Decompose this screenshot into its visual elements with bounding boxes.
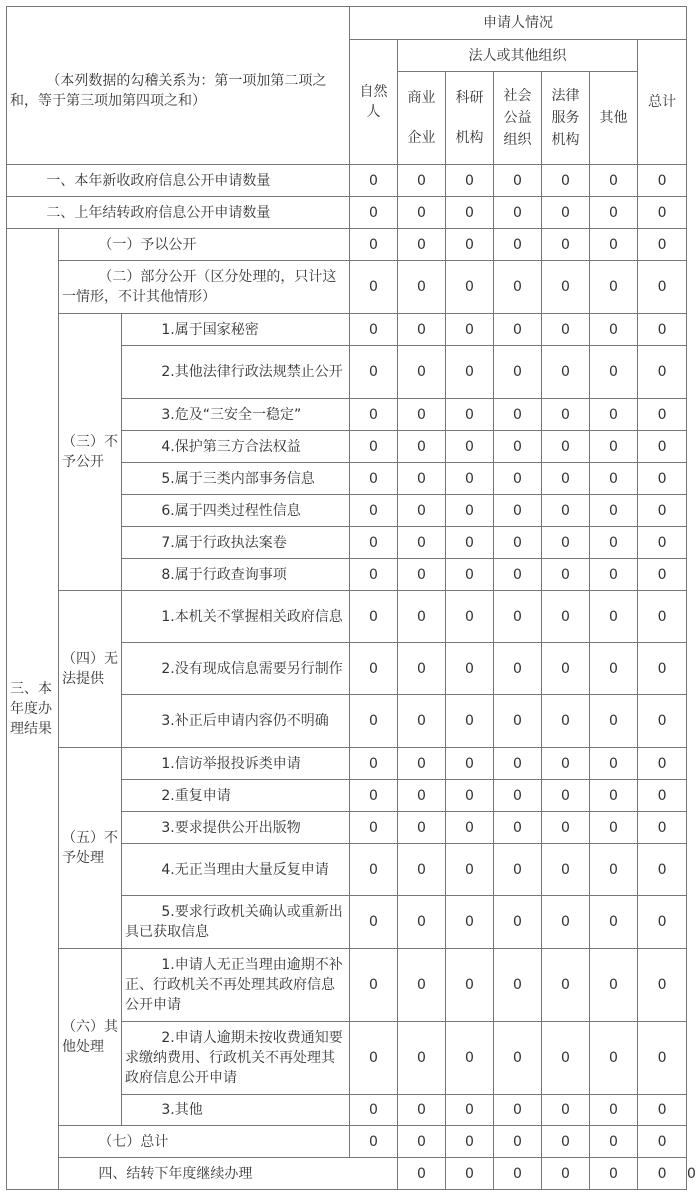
group6-label-text: （六）其他处理 (62, 1019, 118, 1055)
group3-label (59, 314, 122, 591)
header-social-welfare (494, 72, 542, 165)
row-label: （七）总计 (59, 1126, 350, 1158)
cell-value: 0 (446, 748, 494, 780)
header-applicant-situation: 申请人情况 (350, 7, 687, 40)
row-label: 1.信访举报投诉类申请 (122, 748, 350, 780)
cell-value: 0 (350, 261, 398, 314)
cell-value: 0 (638, 1158, 687, 1190)
row-label: 3.要求提供公开出版物 (122, 812, 350, 844)
cell-value: 0 (446, 1022, 494, 1095)
cell-value: 0 (494, 695, 542, 748)
group4-label (59, 591, 122, 748)
table-row (7, 591, 687, 643)
cell-value: 0 (494, 1022, 542, 1095)
cell-value: 0 (590, 1022, 638, 1095)
cell-value: 0 (398, 591, 446, 643)
cell-value: 0 (542, 1158, 590, 1190)
cell-value: 0 (398, 165, 446, 197)
cell-value: 0 (398, 495, 446, 527)
cell-value: 0 (638, 229, 687, 261)
cell-value: 0 (542, 197, 590, 229)
cell-value: 0 (590, 1158, 638, 1190)
cell-value: 0 (542, 748, 590, 780)
cell-value: 0 (494, 780, 542, 812)
table-row (7, 949, 687, 1022)
cell-value: 0 (446, 463, 494, 495)
header-research-top: 科研 (455, 90, 484, 106)
row-label: 2.申请人逾期未按收费通知要求缴纳费用、行政机关不再处理其政府信息公开申请 (122, 1022, 350, 1095)
cell-value: 0 (638, 463, 687, 495)
cell-value: 0 (638, 314, 687, 346)
header-legal-service-text: 法律服务机构 (551, 88, 580, 148)
cell-value: 0 (590, 1126, 638, 1158)
cell-value: 0 (542, 1126, 590, 1158)
cell-value: 0 (638, 1022, 687, 1095)
cell-value: 0 (590, 643, 638, 695)
cell-value: 0 (542, 346, 590, 399)
cell-value: 0 (350, 780, 398, 812)
cell-value: 0 (590, 844, 638, 896)
cell-value: 0 (398, 780, 446, 812)
cell-value: 0 (350, 896, 398, 949)
cell-value: 0 (542, 896, 590, 949)
table-row (7, 314, 687, 346)
cell-value: 0 (398, 197, 446, 229)
table-row (7, 748, 687, 780)
cell-value: 0 (494, 1126, 542, 1158)
cell-value: 0 (494, 399, 542, 431)
table-row (7, 197, 687, 229)
row-label: 一、本年新收政府信息公开申请数量 (7, 165, 350, 197)
cell-value: 0 (638, 527, 687, 559)
cell-value: 0 (590, 495, 638, 527)
row-label: 3.其他 (122, 1095, 350, 1126)
row-label: 4.无正当理由大量反复申请 (122, 844, 350, 896)
cell-value: 0 (446, 165, 494, 197)
header-natural-person (350, 40, 398, 165)
header-social-welfare-text: 社会公益组织 (503, 88, 532, 148)
header-research-bottom: 机构 (455, 130, 484, 146)
cell-value: 0 (446, 495, 494, 527)
header-natural-person-text: 自然人 (359, 84, 388, 120)
cell-value: 0 (446, 229, 494, 261)
cell-value: 0 (350, 949, 398, 1022)
table-row (7, 1126, 687, 1158)
cell-value: 0 (446, 1158, 494, 1190)
cell-value: 0 (446, 591, 494, 643)
cell-value: 0 (638, 812, 687, 844)
cell-value: 0 (638, 1126, 687, 1158)
cell-value: 0 (542, 314, 590, 346)
cell-value: 0 (590, 812, 638, 844)
row-label: 7.属于行政执法案卷 (122, 527, 350, 559)
cell-value: 0 (638, 896, 687, 949)
cell-value: 0 (542, 229, 590, 261)
cell-value: 0 (542, 812, 590, 844)
cell-value: 0 (398, 695, 446, 748)
cell-value: 0 (350, 229, 398, 261)
cell-value: 0 (542, 643, 590, 695)
cell-value: 0 (398, 399, 446, 431)
cell-value: 0 (590, 346, 638, 399)
cell-value: 0 (494, 346, 542, 399)
cell-value: 0 (398, 229, 446, 261)
row-label: （一）予以公开 (59, 229, 350, 261)
cell-value: 0 (590, 197, 638, 229)
cell-value: 0 (350, 197, 398, 229)
cell-value: 0 (638, 165, 687, 197)
cell-value: 0 (494, 949, 542, 1022)
row-label: 四、结转下年度继续办理 (59, 1158, 398, 1190)
cell-value: 0 (638, 695, 687, 748)
cell-value: 0 (590, 261, 638, 314)
cell-value: 0 (446, 399, 494, 431)
row-label: 3.危及“三安全一稳定” (122, 399, 350, 431)
cell-value: 0 (398, 346, 446, 399)
header-commercial (398, 72, 446, 165)
cell-value: 0 (638, 495, 687, 527)
cell-value: 0 (590, 1095, 638, 1126)
cell-value: 0 (350, 695, 398, 748)
section3-label-text: 三、本年度办理结果 (10, 681, 52, 737)
cell-value: 0 (542, 559, 590, 591)
cell-value: 0 (398, 527, 446, 559)
cell-value: 0 (542, 261, 590, 314)
cell-value: 0 (398, 463, 446, 495)
header-commercial-bottom: 企业 (407, 130, 436, 146)
table-row: 四、结转下年度继续办理 0 0 0 0 0 0 0 (7, 1158, 687, 1190)
cell-value: 0 (446, 314, 494, 346)
cell-value: 0 (590, 431, 638, 463)
cell-value: 0 (638, 1095, 687, 1126)
cell-value: 0 (638, 748, 687, 780)
cell-value: 0 (494, 1095, 542, 1126)
cell-value: 0 (398, 1022, 446, 1095)
cell-value: 0 (638, 346, 687, 399)
header-other: 其他 (590, 72, 638, 165)
cell-value: 0 (590, 399, 638, 431)
cell-value: 0 (398, 896, 446, 949)
cell-value: 0 (494, 844, 542, 896)
group5-label-text: （五）不予处理 (62, 830, 118, 866)
cell-value: 0 (542, 1095, 590, 1126)
cell-value: 0 (350, 643, 398, 695)
cell-value: 0 (494, 229, 542, 261)
table-row (7, 261, 687, 314)
cell-value: 0 (494, 431, 542, 463)
cell-value: 0 (446, 695, 494, 748)
cell-value: 0 (350, 463, 398, 495)
header-legal-group: 法人或其他组织 (398, 40, 638, 72)
cell-value: 0 (494, 1158, 542, 1190)
cell-value: 0 (590, 896, 638, 949)
cell-value: 0 (446, 261, 494, 314)
cell-value: 0 (350, 399, 398, 431)
cell-value: 0 (590, 780, 638, 812)
cell-value: 0 (446, 197, 494, 229)
cell-value: 0 (446, 643, 494, 695)
group4-label-text: （四）无法提供 (62, 651, 118, 687)
cell-value: 0 (542, 780, 590, 812)
row-label: 1.属于国家秘密 (122, 314, 350, 346)
cell-value: 0 (494, 495, 542, 527)
cell-value: 0 (638, 780, 687, 812)
cell-value: 0 (398, 431, 446, 463)
cell-value: 0 (494, 197, 542, 229)
cell-value: 0 (350, 346, 398, 399)
cell-value: 0 (638, 431, 687, 463)
cell-value: 0 (494, 591, 542, 643)
cell-value: 0 (350, 165, 398, 197)
table-row (7, 165, 687, 197)
cell-value: 0 (542, 844, 590, 896)
cell-value: 0 (542, 495, 590, 527)
cell-value: 0 (446, 812, 494, 844)
cell-value: 0 (446, 780, 494, 812)
cell-value: 0 (398, 559, 446, 591)
cell-value: 0 (590, 463, 638, 495)
cell-value: 0 (398, 949, 446, 1022)
cell-value: 0 (350, 1095, 398, 1126)
cell-value: 0 (494, 812, 542, 844)
cell-value: 0 (350, 314, 398, 346)
group3-label-text: （三）不予公开 (62, 434, 118, 470)
row-label: 5.要求行政机关确认或重新出具已获取信息 (122, 896, 350, 949)
cell-value: 0 (542, 431, 590, 463)
group6-label (59, 949, 122, 1126)
cell-value: 0 (542, 591, 590, 643)
cell-value: 0 (350, 1022, 398, 1095)
row-label: 8.属于行政查询事项 (122, 559, 350, 591)
cell-value: 0 (542, 695, 590, 748)
table-row (7, 229, 687, 261)
header-commercial-top: 商业 (407, 90, 436, 106)
row-label: 2.没有现成信息需要另行制作 (122, 643, 350, 695)
section3-label (7, 229, 59, 1190)
cell-value: 0 (638, 844, 687, 896)
cell-value: 0 (446, 346, 494, 399)
row-label: 1.申请人无正当理由逾期不补正、行政机关不再处理其政府信息公开申请 (122, 949, 350, 1022)
cell-value: 0 (494, 314, 542, 346)
cell-value: 0 (446, 896, 494, 949)
cell-value: 0 (398, 1095, 446, 1126)
cell-value: 0 (350, 591, 398, 643)
cell-value: 0 (350, 844, 398, 896)
cell-value: 0 (446, 431, 494, 463)
cell-value: 0 (542, 1022, 590, 1095)
row-label: 2.其他法律行政法规禁止公开 (122, 346, 350, 399)
header-note (7, 7, 350, 165)
header-note-text: （本列数据的勾稽关系为：第一项加第二项之和，等于第三项加第四项之和） (10, 72, 327, 109)
cell-value: 0 (494, 261, 542, 314)
row-label: 4.保护第三方合法权益 (122, 431, 350, 463)
cell-value: 0 (446, 949, 494, 1022)
cell-value: 0 (542, 165, 590, 197)
header-total: 总计 (638, 40, 687, 165)
cell-value: 0 (398, 643, 446, 695)
cell-value: 0 (590, 949, 638, 1022)
cell-value: 0 (350, 1126, 398, 1158)
cell-value: 0 (542, 463, 590, 495)
cell-value: 0 (494, 748, 542, 780)
cell-value: 0 (590, 591, 638, 643)
cell-value: 0 (542, 399, 590, 431)
cell-value: 0 (638, 399, 687, 431)
cell-value: 0 (446, 559, 494, 591)
cell-value: 0 (398, 1158, 446, 1190)
cell-value: 0 (638, 261, 687, 314)
cell-value: 0 (638, 643, 687, 695)
cell-value: 0 (350, 495, 398, 527)
cell-value: 0 (590, 748, 638, 780)
row-label: 5.属于三类内部事务信息 (122, 463, 350, 495)
gov-info-disclosure-table (6, 6, 696, 1190)
cell-value: 0 (590, 165, 638, 197)
cell-value: 0 (350, 527, 398, 559)
cell-value: 0 (590, 314, 638, 346)
cell-value: 0 (542, 949, 590, 1022)
cell-value: 0 (350, 559, 398, 591)
cell-value: 0 (350, 748, 398, 780)
cell-value: 0 (638, 591, 687, 643)
cell-value: 0 (398, 261, 446, 314)
cell-value: 0 (638, 197, 687, 229)
cell-value: 0 (590, 527, 638, 559)
cell-value: 0 (638, 559, 687, 591)
cell-value: 0 (398, 1126, 446, 1158)
cell-value: 0 (398, 844, 446, 896)
cell-value: 0 (446, 844, 494, 896)
cell-value: 0 (398, 812, 446, 844)
row-label: 3.补正后申请内容仍不明确 (122, 695, 350, 748)
cell-value: 0 (590, 695, 638, 748)
row-label: 6.属于四类过程性信息 (122, 495, 350, 527)
cell-value: 0 (494, 463, 542, 495)
cell-value: 0 (350, 812, 398, 844)
header-legal-service (542, 72, 590, 165)
cell-value: 0 (446, 527, 494, 559)
header-research (446, 72, 494, 165)
row-label: 二、上年结转政府信息公开申请数量 (7, 197, 350, 229)
row-label: （二）部分公开（区分处理的，只计这一情形，不计其他情形） (59, 261, 350, 314)
cell-value: 0 (590, 229, 638, 261)
group5-label (59, 748, 122, 949)
cell-value: 0 (638, 949, 687, 1022)
cell-value: 0 (398, 748, 446, 780)
cell-value: 0 (494, 896, 542, 949)
cell-value: 0 (494, 165, 542, 197)
cell-value: 0 (446, 1126, 494, 1158)
cell-value: 0 (542, 527, 590, 559)
row-label: 1.本机关不掌握相关政府信息 (122, 591, 350, 643)
cell-value: 0 (398, 314, 446, 346)
cell-value: 0 (350, 431, 398, 463)
cell-value: 0 (494, 527, 542, 559)
cell-value: 0 (590, 559, 638, 591)
row-label: 2.重复申请 (122, 780, 350, 812)
cell-value: 0 (494, 559, 542, 591)
cell-value: 0 (446, 1095, 494, 1126)
cell-value: 0 (494, 643, 542, 695)
